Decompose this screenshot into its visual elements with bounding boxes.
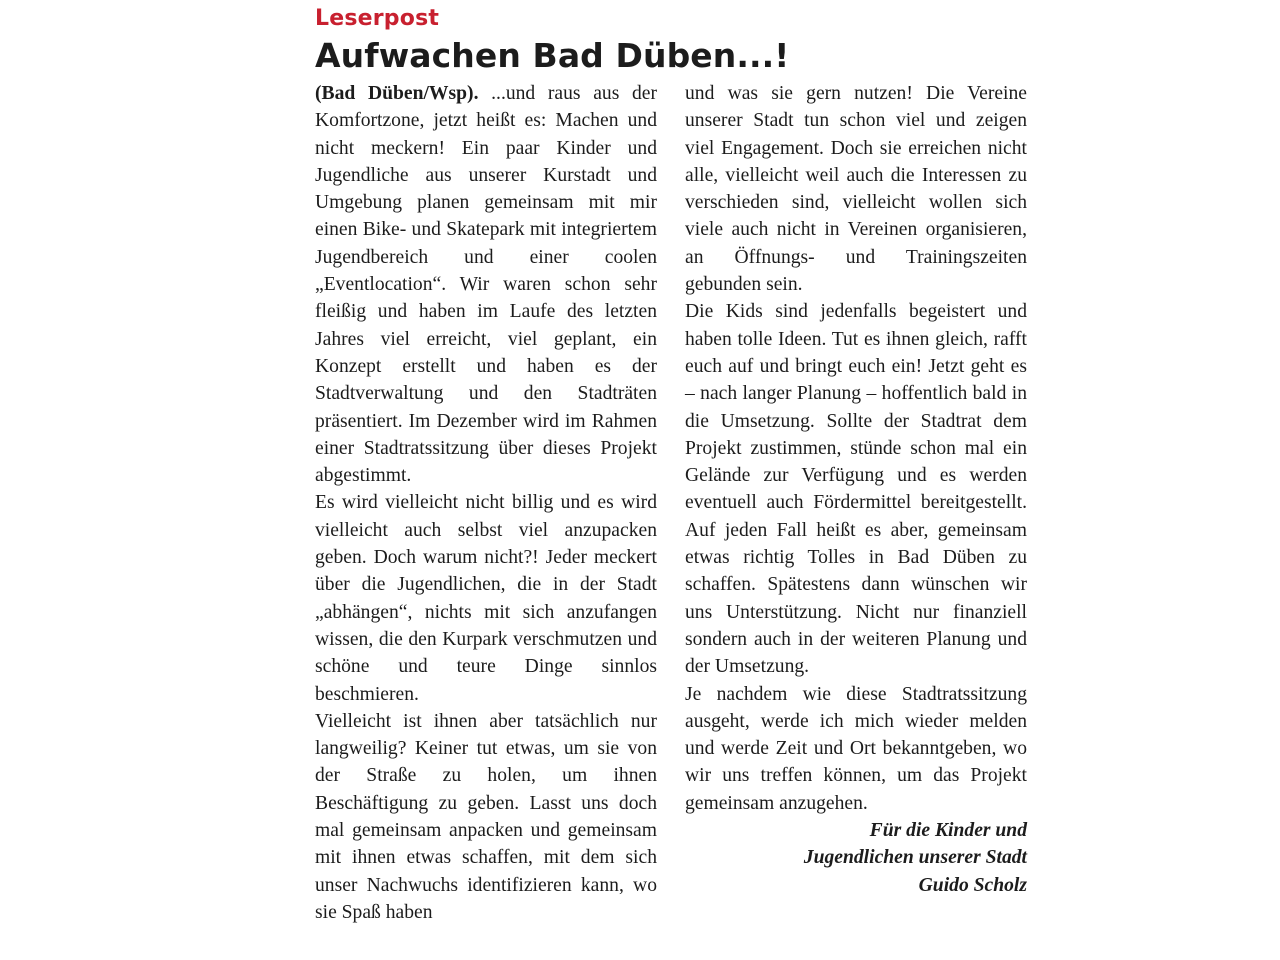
dateline: (Bad Düben/Wsp). [315, 83, 479, 104]
paragraph-5: Die Kids sind jedenfalls begeistert und haben tolle Ideen. Tut es ihnen gleich, rafft euch auf und bringt euch ein! Jetzt geht es – nach langer Planung – hoffentlich bald in die Umsetzung. Sollte der Stadtrat dem Projekt zustimmen, stünde schon mal ein Gelände zur Verfügung und es werden eventuell auch Fördermittel bereitgestellt. Auf jeden Fall heißt es aber, gemeinsam etwas richtig Tolles in Bad Düben zu schaffen. Spätestens dann wünschen wir uns Unterstützung. Nicht nur finanziell sondern auch in der weiteren Planung und der Umsetzung. [685, 301, 1027, 678]
signature-line-2: Jugendlichen unserer Stadt [803, 847, 1027, 869]
article-headline: Aufwachen Bad Düben...! [315, 36, 790, 75]
signature-author: Guido Scholz [918, 874, 1027, 896]
signature-line-1: Für die Kinder und [869, 820, 1027, 842]
signature [685, 817, 1027, 899]
paragraph-1-text: ...und raus aus der Komfortzone, jetzt heißt es: Machen und nicht meckern! Ein paar Kinder und Jugendliche aus unserer Kurstadt und Umgebung planen gemeinsam mit mir einen Bike- und Skatepark mit integriertem Jugendbereich und einer coolen „Eventlocation“. Wir waren schon sehr fleißig und haben im Laufe des letzten Jahres viel erreicht, viel geplant, ein Konzept erstellt und haben es der Stadtverwaltung und den Stadträten präsentiert. Im Dezember wird im Rahmen einer Stadtratssitzung über dieses Projekt abgestimmt. [315, 83, 657, 487]
paragraph-2: Es wird vielleicht nicht billig und es wird vielleicht auch selbst viel anzupacken geben. Doch warum nicht?! Jeder meckert über die Jugendlichen, die in der Stadt „abhängen“, nichts mit sich anzufangen wissen, die den Kurpark verschmutzen und schöne und teure Dinge sinnlos beschmieren. [315, 492, 657, 705]
paragraph-4: und was sie gern nutzen! Die Vereine unserer Stadt tun schon viel und zeigen viel Engagement. Doch sie erreichen nicht alle, vielleicht weil auch die Interessen zu verschieden sind, vielleicht wollen sich viele auch nicht in Vereinen organisieren, an Öffnungs- und Trainingszeiten gebunden sein. [685, 83, 1027, 296]
section-kicker: Leserpost [315, 6, 440, 31]
letter-article [315, 4, 1027, 926]
column-left [315, 80, 657, 926]
article-body [315, 80, 1027, 926]
paragraph-1 [315, 80, 657, 489]
paragraph-6: Je nachdem wie diese Stadtratssitzung ausgeht, werde ich mich wieder melden und werde Zeit und Ort bekanntgeben, wo wir uns treffen können, um das Projekt gemeinsam anzugehen. [685, 683, 1027, 814]
paragraph-3: Vielleicht ist ihnen aber tatsächlich nur langweilig? Keiner tut etwas, um sie von der Straße zu holen, um ihnen Beschäftigung zu geben. Lasst uns doch mal gemeinsam anpacken und gemeinsam mit ihnen etwas schaffen, mit dem sich unser Nachwuchs identifizieren kann, wo sie Spaß haben [315, 710, 657, 923]
column-right [685, 80, 1027, 926]
